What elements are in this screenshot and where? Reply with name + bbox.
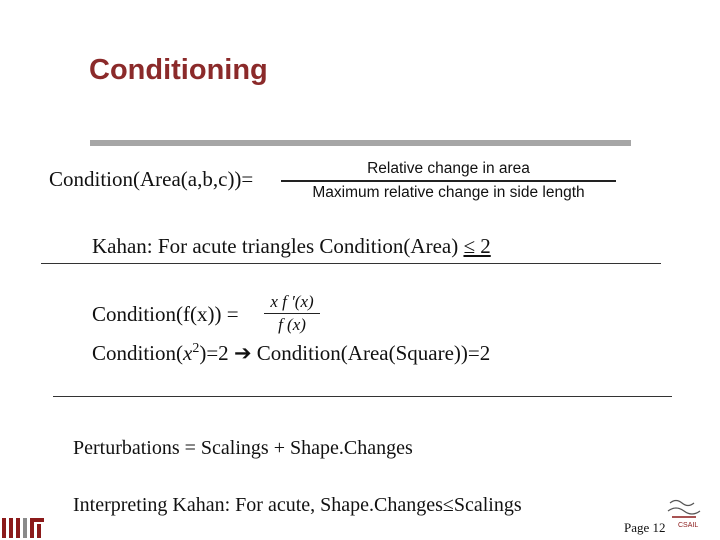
mit-logo [0, 514, 48, 540]
fraction-denominator: Maximum relative change in side length [312, 183, 585, 201]
square-part1: Condition( [92, 341, 184, 365]
page-number: Page 12 [624, 520, 666, 535]
divider-bottom [53, 396, 672, 397]
condition-area-lhs: Condition(Area(a,b,c))= [49, 167, 254, 191]
condition-f-denominator: f (x) [278, 315, 306, 335]
condition-f-lhs: Condition(f(x)) = [92, 302, 239, 326]
fraction-numerator: Relative change in area [367, 160, 530, 177]
kahan-statement [92, 234, 491, 259]
csail-logo [664, 497, 708, 531]
square-exp: 2 [192, 341, 200, 356]
slide-title: Conditioning [89, 54, 268, 86]
condition-area-fraction [281, 160, 616, 202]
perturbations-text: Perturbations = Scalings + Shape.Changes [73, 437, 413, 459]
condition-square-line [92, 341, 490, 366]
square-part2: )=2 [199, 341, 234, 365]
svg-text:CSAIL: CSAIL [678, 522, 699, 529]
kahan-text: Kahan: For acute triangles Condition(Area) [92, 234, 464, 258]
interpreting-text: Interpreting Kahan: For acute, Shape.Changes≤Scalings [73, 494, 522, 516]
condition-f-fraction [264, 292, 320, 335]
arrow-icon: ➔ [233, 341, 252, 365]
kahan-bound: ≤ 2 [463, 234, 491, 258]
condition-f-numerator: x f ′(x) [270, 292, 314, 311]
square-part3: Condition(Area(Square))=2 [251, 341, 491, 365]
square-var: x [183, 341, 193, 365]
divider-top [41, 263, 661, 264]
condition-f-bar [264, 313, 320, 314]
title-rule [90, 140, 631, 146]
